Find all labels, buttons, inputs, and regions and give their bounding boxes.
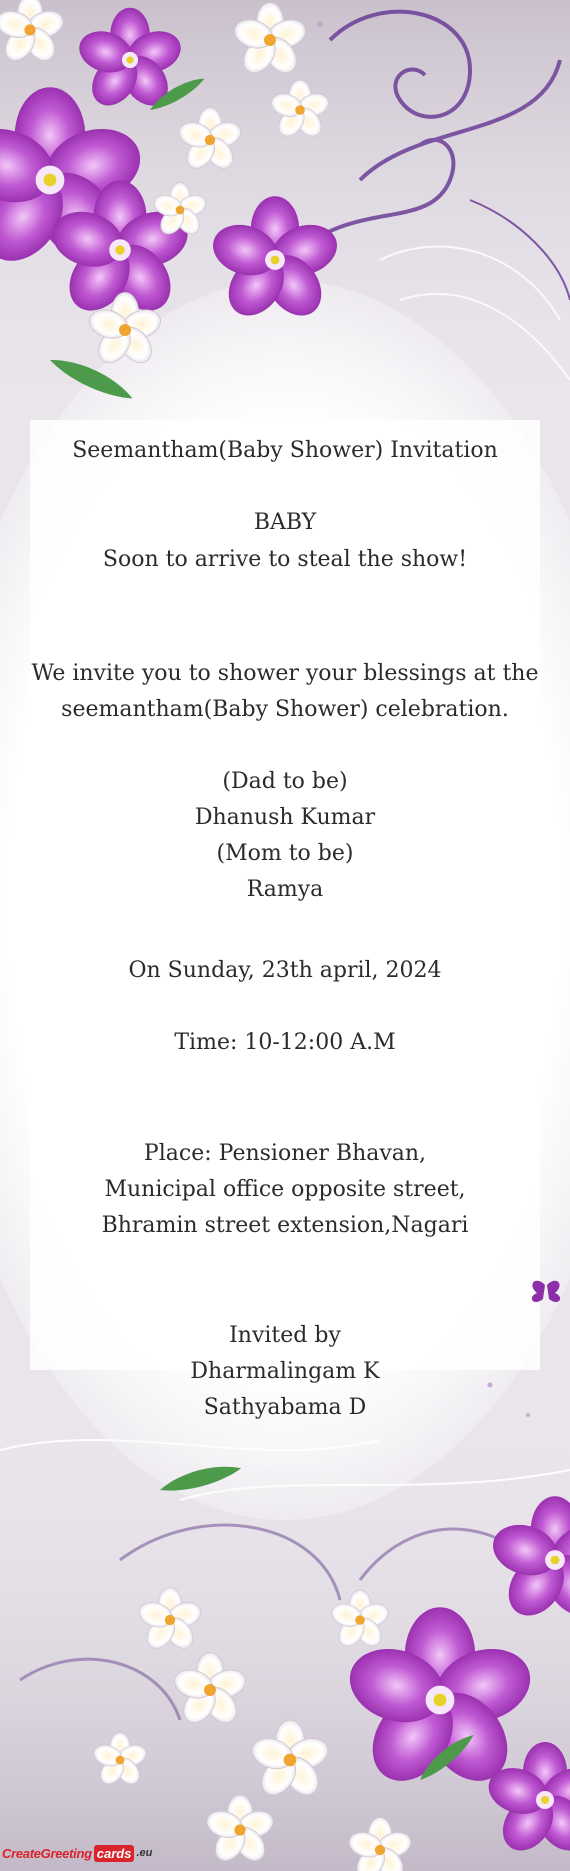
invited-by-label: Invited by (229, 1323, 341, 1348)
host-name-2: Sathyabama D (203, 1395, 367, 1420)
brand-logo-link[interactable] (2, 1838, 152, 1868)
brand-part-1: CreateGreeting (2, 1845, 92, 1861)
host-name-1: Dharmalingam K (190, 1359, 380, 1384)
place-line-1: Place: Pensioner Bhavan, (143, 1141, 427, 1166)
place-line-3: Bhramin street extension,Nagari (101, 1213, 469, 1238)
mom-name: Ramya (246, 877, 324, 902)
tagline: Soon to arrive to steal the show! (102, 547, 468, 572)
baby-label: BABY (253, 510, 317, 535)
invite-line-2: seemantham(Baby Shower) celebration. (61, 697, 509, 722)
event-date: On Sunday, 23th april, 2024 (128, 958, 442, 983)
invitation-heading: Seemantham(Baby Shower) Invitation (72, 438, 498, 463)
brand-part-2: cards (94, 1845, 135, 1862)
place-line-2: Municipal office opposite street, (104, 1177, 466, 1202)
mom-label: (Mom to be) (216, 841, 354, 866)
brand-part-3: .eu (136, 1847, 153, 1859)
event-time: Time: 10-12:00 A.M (174, 1030, 396, 1055)
invite-line-1: We invite you to shower your blessings at the (31, 661, 539, 686)
dad-name: Dhanush Kumar (194, 805, 376, 830)
dad-label: (Dad to be) (222, 769, 348, 794)
